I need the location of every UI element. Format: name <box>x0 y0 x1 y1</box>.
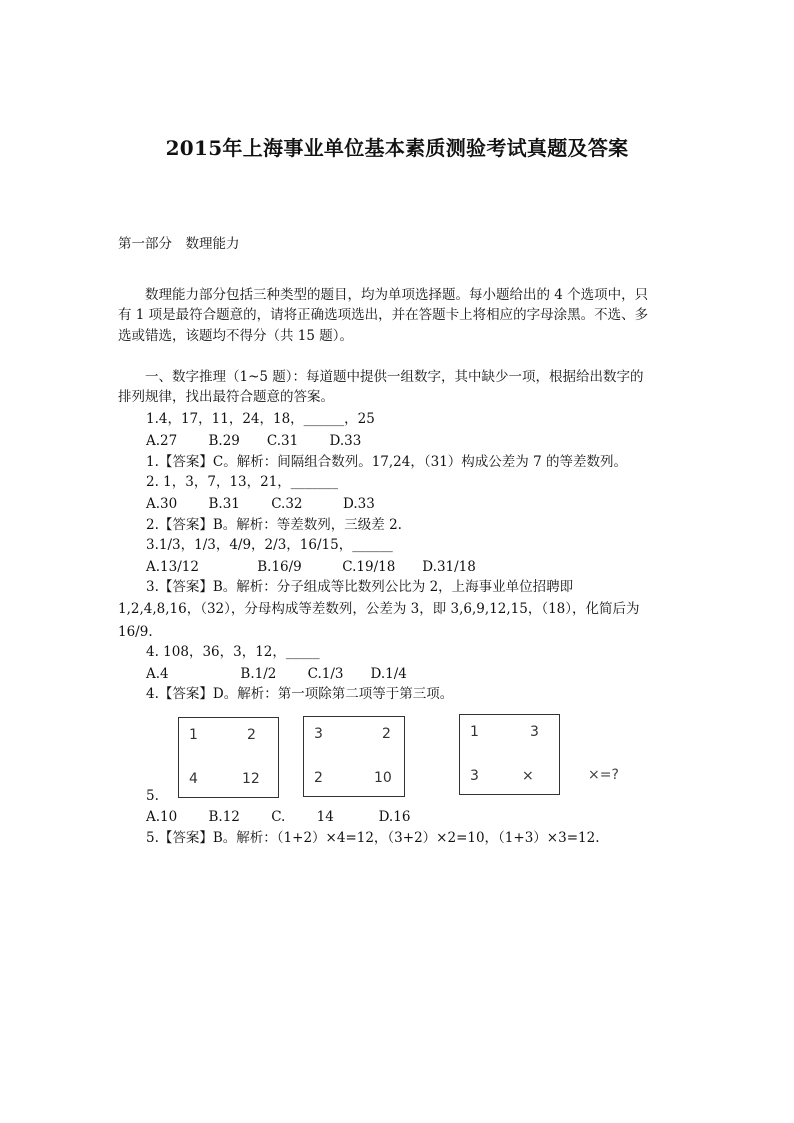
part1-line-2: 排列规律，找出最符合题意的答案。 <box>118 389 334 405</box>
q5-number: 5. <box>146 788 159 804</box>
q4-options: A.4 B.1/2 C.1/3 D.1/4 <box>146 666 407 682</box>
q5-options: A.10 B.12 C. 14 D.16 <box>146 809 411 825</box>
q4-answer: 4.【答案】D。解析：第一项除第二项等于第三项。 <box>146 686 454 702</box>
q5-box-3 <box>459 714 560 795</box>
box3-bottom-left: 3 <box>470 768 479 784</box>
q5-box-2 <box>303 716 405 797</box>
intro-line-2: 有 1 项是最符合题意的，请将正确选项选出，并在答题卡上将相应的字母涂黑。不选、多 <box>118 307 649 323</box>
box1-bottom-right: 12 <box>242 771 260 787</box>
q3-stem: 3.1/3，1/3，4/9，2/3，16/15，______ <box>146 537 393 553</box>
box3-bottom-right-unknown: × <box>522 768 534 784</box>
box2-bottom-right: 10 <box>374 770 392 786</box>
q1-stem: 1.4，17，11，24，18，______，25 <box>146 411 375 427</box>
part1-line-1: 一、数字推理（1~5 题）：每道题中提供一组数字，其中缺少一项，根据给出数字的 <box>118 369 644 385</box>
box3-top-left: 1 <box>470 724 479 740</box>
q3-answer-line-3: 16/9. <box>118 624 153 640</box>
box1-top-left: 1 <box>189 727 198 743</box>
q5-answer: 5.【答案】B。解析：（1+2）×4=12，（3+2）×2=10，（1+3）×3=12. <box>146 830 600 846</box>
q5-box-1 <box>178 717 279 798</box>
box2-bottom-left: 2 <box>314 770 323 786</box>
intro-line-3: 选或错选，该题均不得分（共 15 题）。 <box>118 328 354 344</box>
q3-answer-line-1: 3.【答案】B。解析：分子组成等比数列公比为 2，上海事业单位招聘即 <box>146 579 574 595</box>
q1-answer: 1.【答案】C。解析：间隔组合数列。17,24，（31）构成公差为 7 的等差数列。 <box>146 454 627 470</box>
q1-options: A.27 B.29 C.31 D.33 <box>146 433 362 449</box>
q5-unknown-note: ×=? <box>588 767 619 783</box>
q2-answer: 2.【答案】B。解析：等差数列，三级差 2. <box>146 517 402 533</box>
section-heading: 第一部分 数理能力 <box>118 236 240 252</box>
box1-bottom-left: 4 <box>189 771 198 787</box>
q4-stem: 4. 108，36，3，12，_____ <box>146 644 320 660</box>
q3-options: A.13/12 B.16/9 C.19/18 D.31/18 <box>146 559 476 575</box>
q3-answer-line-2: 1,2,4,8,16，（32），分母构成等差数列，公差为 3，即 3,6,9,12,15，（18），化简后为 <box>118 601 640 617</box>
intro-line-1: 数理能力部分包括三种类型的题目，均为单项选择题。每小题给出的 4 个选项中，只 <box>118 287 649 303</box>
box2-top-right: 2 <box>382 726 391 742</box>
box3-top-right: 3 <box>530 724 539 740</box>
box1-top-right: 2 <box>247 727 256 743</box>
box2-top-left: 3 <box>314 726 323 742</box>
q2-options: A.30 B.31 C.32 D.33 <box>146 496 375 512</box>
q2-stem: 2. 1，3，7，13，21，_______ <box>146 474 339 490</box>
page-title: 2015年上海事业单位基本素质测验考试真题及答案 <box>165 136 629 160</box>
